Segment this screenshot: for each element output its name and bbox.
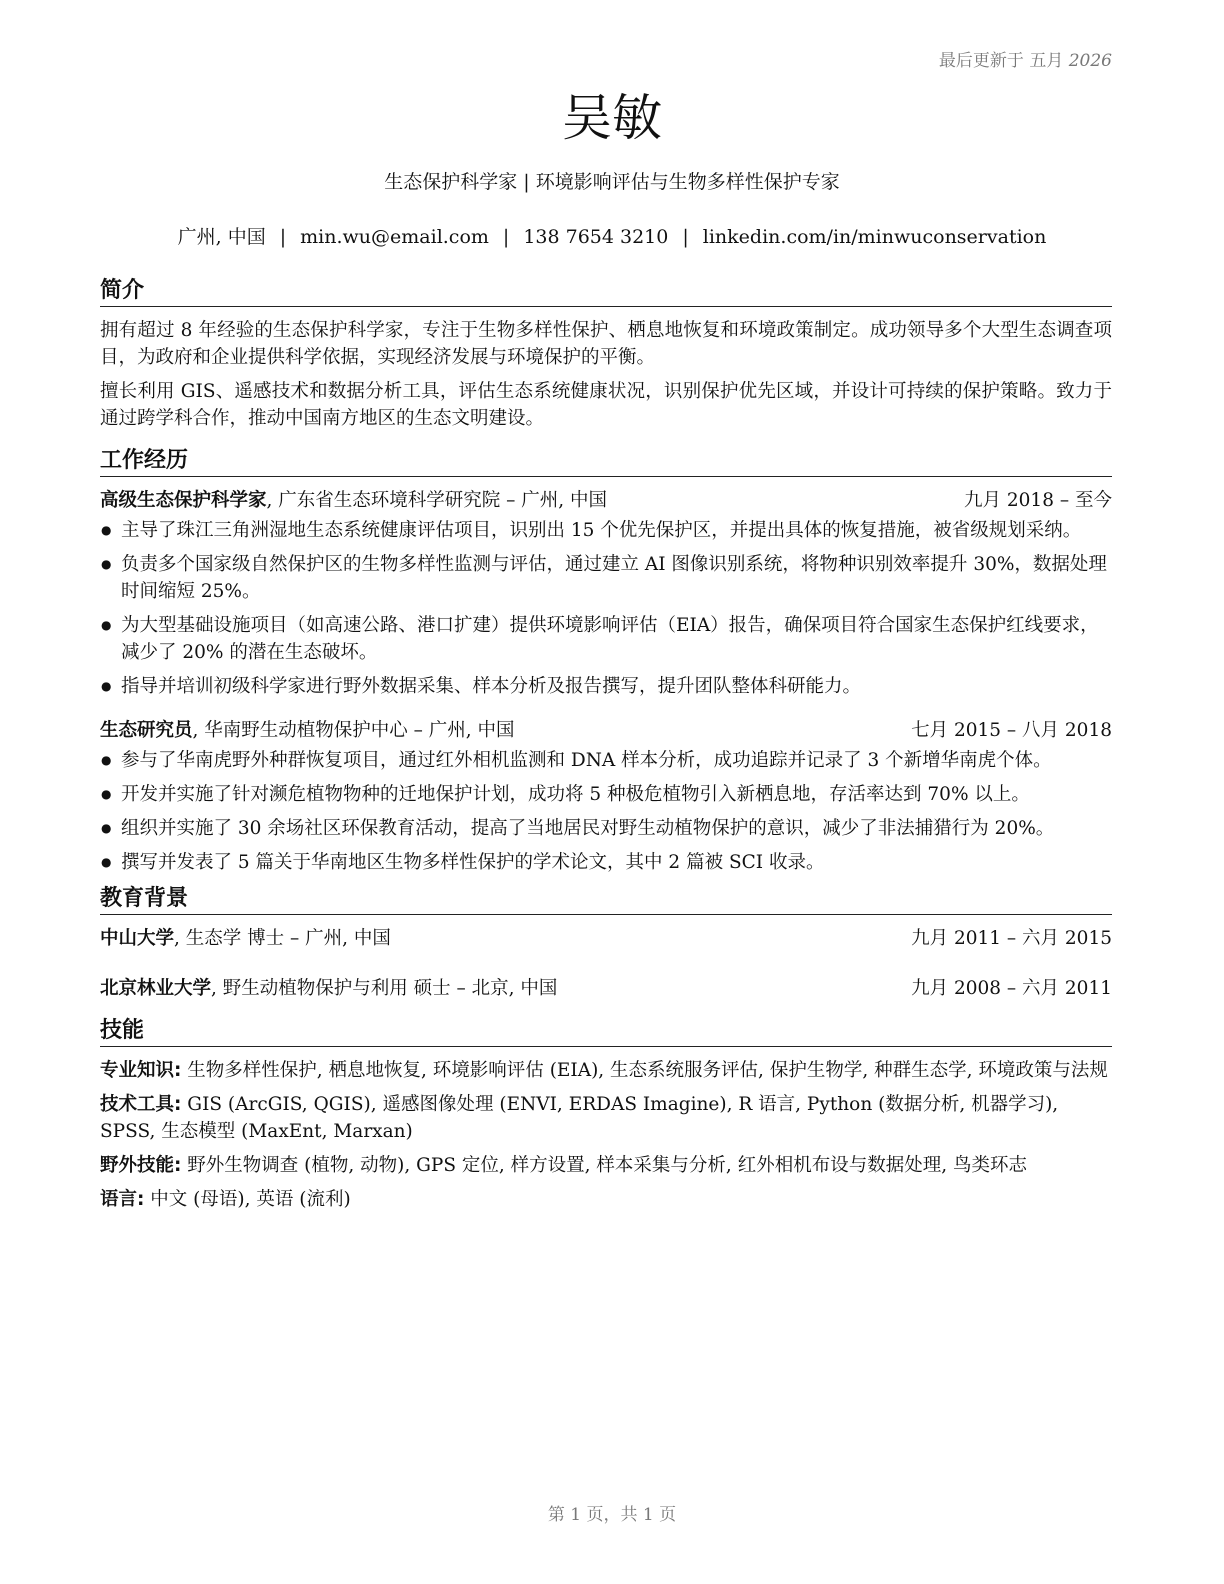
section-title-summary: 简介	[100, 276, 1112, 307]
contact-email[interactable]: min.wu@email.com	[300, 226, 489, 248]
skill-label: 技术工具:	[100, 1094, 182, 1115]
job-org: , 广东省生态环境科学研究院 – 广州, 中国	[266, 490, 608, 511]
contact-location: 广州, 中国	[177, 226, 266, 248]
summary-paragraph: 擅长利用 GIS、遥感技术和数据分析工具，评估生态系统健康状况，识别保护优先区域，并设计可持续的保护策略。致力于通过跨学科合作，推动中国南方地区的生态文明建设。	[100, 381, 1112, 429]
skill-label: 语言:	[100, 1189, 145, 1210]
job-bullet: ● 参与了华南虎野外种群恢复项目，通过红外相机监测和 DNA 样本分析，成功追踪并记录了 3 个新增华南虎个体。	[100, 747, 1112, 774]
summary-section	[100, 276, 1112, 432]
education-entry	[100, 975, 1112, 1002]
skill-text: GIS (ArcGIS, QGIS), 遥感图像处理 (ENVI, ERDAS Imagine), R 语言, Python (数据分析, 机器学习), SPSS, 生态模型 (MaxEnt, Marxan)	[100, 1094, 1059, 1142]
education-detail: , 生态学 博士 – 广州, 中国	[174, 928, 391, 949]
job-bullet: ● 负责多个国家级自然保护区的生物多样性监测与评估，通过建立 AI 图像识别系统，将物种识别效率提升 30%，数据处理时间缩短 25%。	[100, 551, 1112, 605]
job-dates: 七月 2015 – 八月 2018	[911, 720, 1112, 741]
job-entry	[100, 487, 1112, 700]
job-dates: 九月 2018 – 至今	[964, 490, 1112, 511]
education-detail: , 野生动植物保护与利用 硕士 – 北京, 中国	[211, 978, 558, 999]
skill-text: 野外生物调查 (植物, 动物), GPS 定位, 样方设置, 样本采集与分析, 红外相机布设与数据处理, 鸟类环志	[181, 1155, 1027, 1176]
job-header	[100, 717, 1112, 744]
job-title-org	[100, 717, 515, 744]
education-section	[100, 884, 1112, 1002]
last-updated	[939, 46, 1112, 71]
skill-item	[100, 1152, 1112, 1179]
education-school: 北京林业大学	[100, 978, 212, 999]
education-dates: 九月 2008 – 六月 2011	[911, 978, 1112, 999]
job-bullets	[100, 517, 1112, 700]
job-bullet: ● 指导并培训初级科学家进行野外数据采集、样本分析及报告撰写，提升团队整体科研能力。	[100, 673, 1112, 700]
contact-separator: |	[682, 226, 689, 248]
experience-section	[100, 446, 1112, 876]
section-title-skills: 技能	[100, 1016, 1112, 1047]
job-entry	[100, 717, 1112, 876]
summary-paragraph: 拥有超过 8 年经验的生态保护科学家，专注于生物多样性保护、栖息地恢复和环境政策制定。成功领导多个大型生态调查项目，为政府和企业提供科学依据，实现经济发展与环境保护的平衡。	[100, 320, 1112, 368]
education-dates: 九月 2011 – 六月 2015	[911, 928, 1112, 949]
skill-item	[100, 1091, 1112, 1145]
last-updated-label: 最后更新于 五月	[938, 51, 1064, 71]
candidate-name: 吴敏	[562, 89, 662, 147]
job-role: 生态研究员	[100, 720, 193, 741]
skill-text: 中文 (母语), 英语 (流利)	[144, 1189, 351, 1210]
skill-label: 专业知识:	[100, 1060, 182, 1081]
job-bullet: ● 主导了珠江三角洲湿地生态系统健康评估项目，识别出 15 个优先保护区，并提出具体的恢复措施，被省级规划采纳。	[100, 517, 1112, 544]
education-entry	[100, 925, 1112, 952]
last-updated-year: 2026	[1068, 51, 1112, 71]
job-org: , 华南野生动植物保护中心 – 广州, 中国	[192, 720, 515, 741]
education-school-detail	[100, 925, 391, 952]
resume-body	[100, 276, 1112, 1220]
contact-line	[0, 224, 1224, 250]
skill-label: 野外技能:	[100, 1155, 182, 1176]
page-footer: 第 1 页，共 1 页	[547, 1505, 677, 1525]
job-title-org	[100, 487, 607, 514]
section-title-education: 教育背景	[100, 884, 1112, 915]
job-bullet: ● 为大型基础设施项目（如高速公路、港口扩建）提供环境影响评估（EIA）报告，确保项目符合国家生态保护红线要求，减少了 20% 的潜在生态破坏。	[100, 612, 1112, 666]
skill-text: 生物多样性保护, 栖息地恢复, 环境影响评估 (EIA), 生态系统服务评估, 保护生物学, 种群生态学, 环境政策与法规	[181, 1060, 1108, 1081]
skills-section	[100, 1016, 1112, 1213]
contact-linkedin[interactable]: linkedin.com/in/minwuconservation	[702, 226, 1047, 248]
job-bullet: ● 撰写并发表了 5 篇关于华南地区生物多样性保护的学术论文，其中 2 篇被 SCI 收录。	[100, 849, 1112, 876]
contact-separator: |	[279, 226, 287, 248]
contact-phone: 138 7654 3210	[523, 226, 669, 248]
job-bullet: ● 开发并实施了针对濒危植物物种的迁地保护计划，成功将 5 种极危植物引入新栖息地，存活率达到 70% 以上。	[100, 781, 1112, 808]
job-bullet: ● 组织并实施了 30 余场社区环保教育活动，提高了当地居民对野生动植物保护的意识，减少了非法捕猎行为 20%。	[100, 815, 1112, 842]
education-school-detail	[100, 975, 557, 1002]
contact-separator: |	[502, 226, 510, 248]
job-bullets	[100, 747, 1112, 876]
skill-item	[100, 1057, 1112, 1084]
job-header	[100, 487, 1112, 514]
candidate-subtitle: 生态保护科学家 | 环境影响评估与生物多样性保护专家	[384, 171, 840, 193]
section-title-experience: 工作经历	[100, 446, 1112, 477]
education-school: 中山大学	[100, 928, 175, 949]
job-role: 高级生态保护科学家	[100, 490, 267, 511]
skill-item	[100, 1186, 1112, 1213]
